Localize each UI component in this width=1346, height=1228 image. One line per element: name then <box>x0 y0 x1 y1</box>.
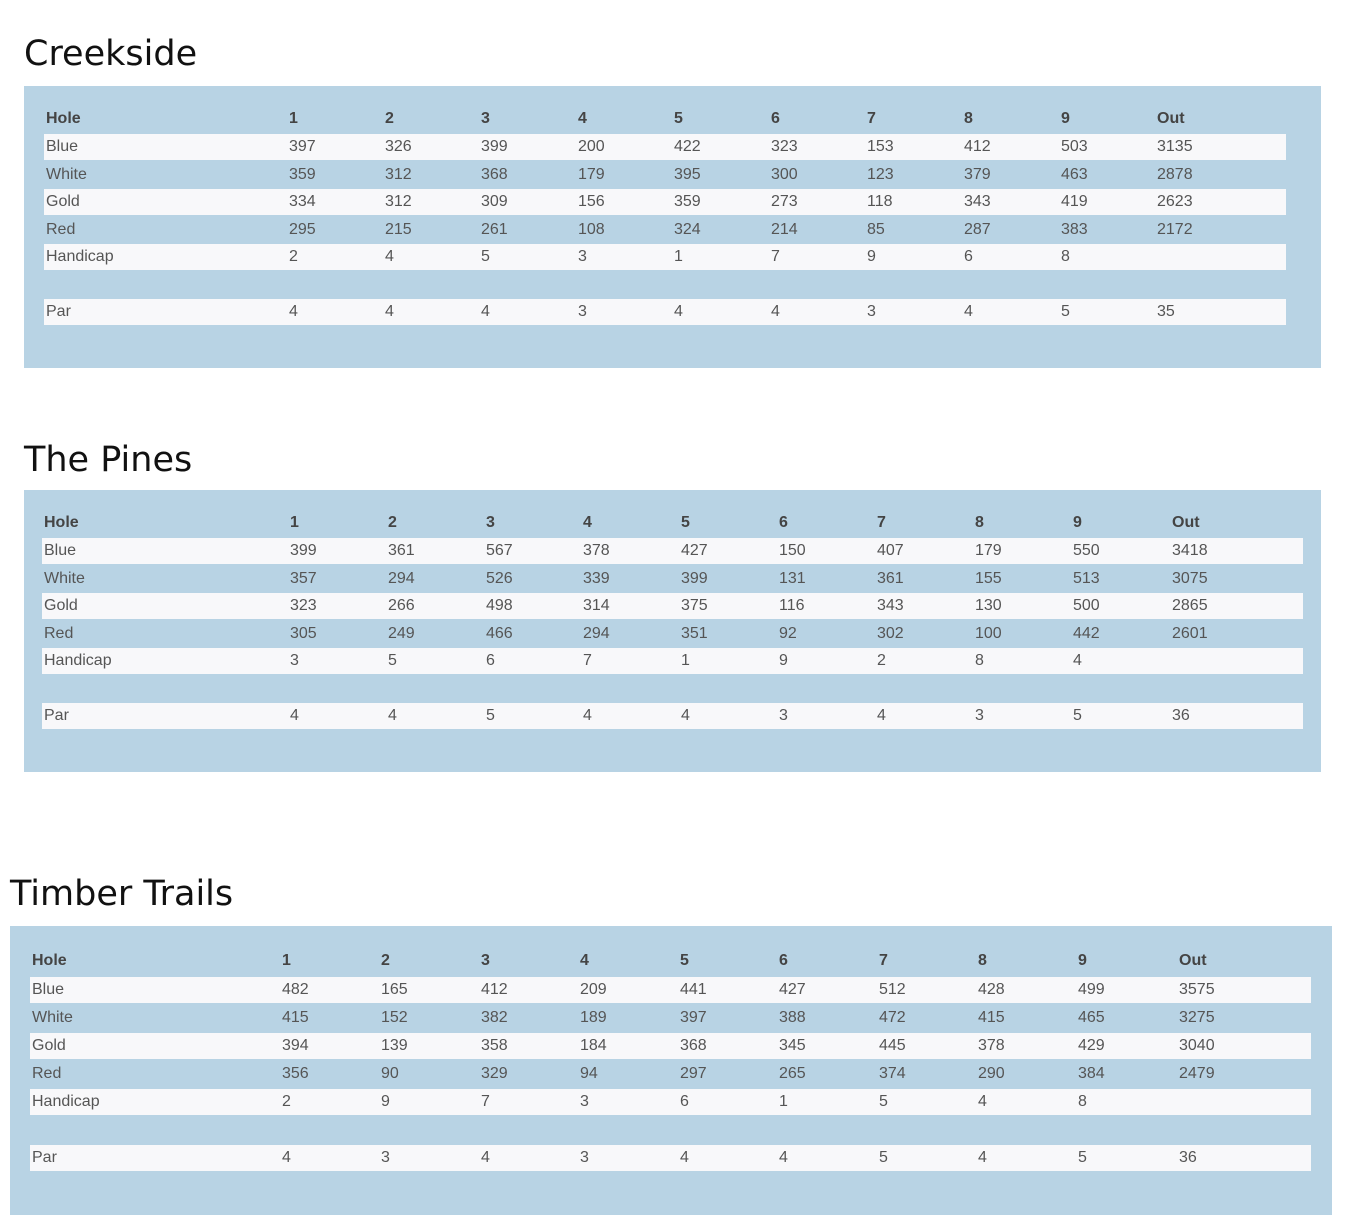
value-cell: 152 <box>381 1009 408 1026</box>
value-cell: 329 <box>481 1065 508 1082</box>
row-label: Blue <box>44 542 77 559</box>
value-cell: 150 <box>779 542 806 559</box>
value-cell: 302 <box>877 625 904 642</box>
value-cell: 209 <box>580 981 607 998</box>
hole-number: 6 <box>771 110 780 127</box>
hole-number: 7 <box>867 110 876 127</box>
par-cell: 4 <box>779 1149 788 1166</box>
value-cell: 419 <box>1061 193 1088 210</box>
value-cell: 261 <box>481 221 508 238</box>
value-cell: 314 <box>583 597 610 614</box>
value-cell: 3 <box>580 1093 589 1110</box>
header-label: Hole <box>44 514 79 531</box>
value-cell: 215 <box>385 221 412 238</box>
value-cell: 465 <box>1078 1009 1105 1026</box>
value-cell: 358 <box>481 1037 508 1054</box>
value-cell: 165 <box>381 981 408 998</box>
hole-number: 2 <box>385 110 394 127</box>
value-cell: 361 <box>388 542 415 559</box>
value-cell: 482 <box>282 981 309 998</box>
value-cell: 200 <box>578 138 605 155</box>
row-label: Handicap <box>44 652 112 669</box>
value-cell: 305 <box>290 625 317 642</box>
par-cell: 5 <box>1073 707 1082 724</box>
total-cell: 3040 <box>1179 1037 1215 1054</box>
par-cell: 4 <box>481 303 490 320</box>
tee-row-blue <box>44 134 1286 160</box>
tee-row-gold <box>44 189 1286 215</box>
value-cell: 378 <box>978 1037 1005 1054</box>
value-cell: 343 <box>964 193 991 210</box>
value-cell: 131 <box>779 570 806 587</box>
hole-number: 5 <box>680 952 689 969</box>
par-cell: 4 <box>964 303 973 320</box>
value-cell: 108 <box>578 221 605 238</box>
value-cell: 309 <box>481 193 508 210</box>
value-cell: 7 <box>583 652 592 669</box>
value-cell: 334 <box>289 193 316 210</box>
par-cell: 5 <box>486 707 495 724</box>
par-total: 35 <box>1157 303 1175 320</box>
row-label: Par <box>32 1149 57 1166</box>
value-cell: 92 <box>779 625 797 642</box>
value-cell: 9 <box>381 1093 390 1110</box>
hole-number: 7 <box>877 514 886 531</box>
hole-number: 8 <box>964 110 973 127</box>
total-cell: 2623 <box>1157 193 1193 210</box>
row-label: Par <box>46 303 71 320</box>
par-row <box>30 1145 1311 1171</box>
value-cell: 1 <box>681 652 690 669</box>
row-label: Red <box>44 625 74 642</box>
value-cell: 388 <box>779 1009 806 1026</box>
hole-number: 8 <box>975 514 984 531</box>
value-cell: 4 <box>385 248 394 265</box>
hole-number: 4 <box>580 952 589 969</box>
hole-number: 4 <box>583 514 592 531</box>
value-cell: 294 <box>583 625 610 642</box>
value-cell: 359 <box>289 166 316 183</box>
hole-number: 3 <box>486 514 495 531</box>
value-cell: 290 <box>978 1065 1005 1082</box>
value-cell: 2 <box>282 1093 291 1110</box>
total-cell: 2479 <box>1179 1065 1215 1082</box>
value-cell: 273 <box>771 193 798 210</box>
hole-number: 7 <box>879 952 888 969</box>
value-cell: 368 <box>680 1037 707 1054</box>
value-cell: 395 <box>674 166 701 183</box>
hole-number: 6 <box>779 952 788 969</box>
value-cell: 429 <box>1078 1037 1105 1054</box>
row-label: White <box>46 166 87 183</box>
value-cell: 503 <box>1061 138 1088 155</box>
value-cell: 118 <box>867 193 893 210</box>
value-cell: 513 <box>1073 570 1100 587</box>
value-cell: 324 <box>674 221 701 238</box>
hole-number: 8 <box>978 952 987 969</box>
total-cell: 3135 <box>1157 138 1193 155</box>
value-cell: 383 <box>1061 221 1088 238</box>
value-cell: 2 <box>877 652 886 669</box>
value-cell: 399 <box>681 570 708 587</box>
header-label: Hole <box>32 952 67 969</box>
value-cell: 1 <box>779 1093 788 1110</box>
value-cell: 378 <box>583 542 610 559</box>
value-cell: 249 <box>388 625 415 642</box>
value-cell: 5 <box>481 248 490 265</box>
total-cell: 3075 <box>1172 570 1208 587</box>
value-cell: 442 <box>1073 625 1100 642</box>
par-cell: 4 <box>771 303 780 320</box>
value-cell: 550 <box>1073 542 1100 559</box>
value-cell: 297 <box>680 1065 707 1082</box>
value-cell: 384 <box>1078 1065 1105 1082</box>
par-cell: 4 <box>282 1149 291 1166</box>
value-cell: 326 <box>385 138 412 155</box>
value-cell: 7 <box>481 1093 490 1110</box>
course-title: Creekside <box>24 34 198 74</box>
value-cell: 8 <box>1078 1093 1087 1110</box>
value-cell: 412 <box>481 981 508 998</box>
value-cell: 156 <box>578 193 605 210</box>
row-label: Handicap <box>46 248 114 265</box>
value-cell: 323 <box>771 138 798 155</box>
par-cell: 4 <box>481 1149 490 1166</box>
value-cell: 441 <box>680 981 707 998</box>
value-cell: 139 <box>381 1037 408 1054</box>
value-cell: 499 <box>1078 981 1105 998</box>
total-cell: 2172 <box>1157 221 1193 238</box>
value-cell: 8 <box>1061 248 1070 265</box>
value-cell: 116 <box>779 597 805 614</box>
value-cell: 184 <box>580 1037 607 1054</box>
value-cell: 214 <box>771 221 798 238</box>
value-cell: 399 <box>481 138 508 155</box>
value-cell: 526 <box>486 570 513 587</box>
value-cell: 368 <box>481 166 508 183</box>
value-cell: 9 <box>779 652 788 669</box>
par-cell: 4 <box>680 1149 689 1166</box>
value-cell: 415 <box>978 1009 1005 1026</box>
value-cell: 339 <box>583 570 610 587</box>
tee-row-red <box>30 1061 1311 1087</box>
par-cell: 4 <box>385 303 394 320</box>
total-header: Out <box>1172 514 1200 531</box>
value-cell: 3 <box>290 652 299 669</box>
par-cell: 3 <box>975 707 984 724</box>
par-row <box>44 299 1286 325</box>
row-label: Red <box>46 221 76 238</box>
row-label: Blue <box>32 981 65 998</box>
value-cell: 351 <box>681 625 708 642</box>
value-cell: 394 <box>282 1037 309 1054</box>
tee-row-gold <box>30 1033 1311 1059</box>
value-cell: 397 <box>289 138 316 155</box>
value-cell: 266 <box>388 597 415 614</box>
total-cell: 3575 <box>1179 981 1215 998</box>
value-cell: 179 <box>975 542 1002 559</box>
par-cell: 5 <box>879 1149 888 1166</box>
tee-row-white <box>30 1005 1311 1031</box>
handicap-row <box>30 1089 1311 1115</box>
row-label: White <box>32 1009 73 1026</box>
hole-number: 2 <box>381 952 390 969</box>
par-cell: 4 <box>978 1149 987 1166</box>
course-title: The Pines <box>24 440 193 480</box>
value-cell: 130 <box>975 597 1002 614</box>
hole-number: 6 <box>779 514 788 531</box>
hole-number: 9 <box>1078 952 1087 969</box>
total-cell: 2878 <box>1157 166 1193 183</box>
value-cell: 1 <box>674 248 683 265</box>
value-cell: 155 <box>975 570 1002 587</box>
par-cell: 3 <box>779 707 788 724</box>
value-cell: 374 <box>879 1065 906 1082</box>
scorecard-the-pines <box>24 490 1321 772</box>
value-cell: 7 <box>771 248 780 265</box>
value-cell: 5 <box>879 1093 888 1110</box>
hole-number: 4 <box>578 110 587 127</box>
value-cell: 427 <box>681 542 708 559</box>
value-cell: 345 <box>779 1037 806 1054</box>
value-cell: 415 <box>282 1009 309 1026</box>
value-cell: 500 <box>1073 597 1100 614</box>
value-cell: 4 <box>1073 652 1082 669</box>
par-cell: 3 <box>867 303 876 320</box>
value-cell: 189 <box>580 1009 607 1026</box>
hole-number: 9 <box>1061 110 1070 127</box>
par-cell: 4 <box>583 707 592 724</box>
par-cell: 5 <box>1061 303 1070 320</box>
header-label: Hole <box>46 110 81 127</box>
value-cell: 179 <box>578 166 605 183</box>
value-cell: 294 <box>388 570 415 587</box>
par-total: 36 <box>1179 1149 1197 1166</box>
tee-row-white <box>42 566 1303 592</box>
scorecard-creekside <box>24 86 1321 368</box>
header-row <box>30 948 1311 974</box>
value-cell: 100 <box>975 625 1002 642</box>
row-label: Handicap <box>32 1093 100 1110</box>
value-cell: 375 <box>681 597 708 614</box>
par-cell: 5 <box>1078 1149 1087 1166</box>
value-cell: 356 <box>282 1065 309 1082</box>
value-cell: 498 <box>486 597 513 614</box>
tee-row-red <box>42 621 1303 647</box>
course-title: Timber Trails <box>10 874 234 914</box>
value-cell: 6 <box>680 1093 689 1110</box>
value-cell: 4 <box>978 1093 987 1110</box>
value-cell: 2 <box>289 248 298 265</box>
tee-row-blue <box>42 538 1303 564</box>
tee-row-gold <box>42 593 1303 619</box>
value-cell: 422 <box>674 138 701 155</box>
value-cell: 397 <box>680 1009 707 1026</box>
value-cell: 379 <box>964 166 991 183</box>
total-cell: 3275 <box>1179 1009 1215 1026</box>
value-cell: 5 <box>388 652 397 669</box>
value-cell: 567 <box>486 542 513 559</box>
tee-row-red <box>44 217 1286 243</box>
par-cell: 4 <box>681 707 690 724</box>
value-cell: 361 <box>877 570 904 587</box>
value-cell: 90 <box>381 1065 399 1082</box>
hole-number: 2 <box>388 514 397 531</box>
par-cell: 4 <box>388 707 397 724</box>
value-cell: 287 <box>964 221 991 238</box>
par-cell: 3 <box>580 1149 589 1166</box>
tee-row-white <box>44 162 1286 188</box>
total-cell: 3418 <box>1172 542 1208 559</box>
hole-number: 3 <box>481 952 490 969</box>
value-cell: 323 <box>290 597 317 614</box>
value-cell: 123 <box>867 166 894 183</box>
value-cell: 9 <box>867 248 876 265</box>
par-total: 36 <box>1172 707 1190 724</box>
value-cell: 412 <box>964 138 991 155</box>
hole-number: 3 <box>481 110 490 127</box>
par-cell: 4 <box>290 707 299 724</box>
row-label: Blue <box>46 138 79 155</box>
row-label: White <box>44 570 85 587</box>
total-header: Out <box>1157 110 1185 127</box>
hole-number: 1 <box>289 110 298 127</box>
total-cell: 2601 <box>1172 625 1208 642</box>
hole-number: 5 <box>681 514 690 531</box>
value-cell: 466 <box>486 625 513 642</box>
row-label: Gold <box>32 1037 66 1054</box>
value-cell: 382 <box>481 1009 508 1026</box>
handicap-row <box>42 648 1303 674</box>
value-cell: 472 <box>879 1009 906 1026</box>
value-cell: 265 <box>779 1065 806 1082</box>
value-cell: 94 <box>580 1065 598 1082</box>
value-cell: 6 <box>486 652 495 669</box>
hole-number: 1 <box>282 952 291 969</box>
value-cell: 85 <box>867 221 885 238</box>
tee-row-blue <box>30 977 1311 1003</box>
value-cell: 407 <box>877 542 904 559</box>
value-cell: 428 <box>978 981 1005 998</box>
value-cell: 399 <box>290 542 317 559</box>
total-cell: 2865 <box>1172 597 1208 614</box>
row-label: Red <box>32 1065 62 1082</box>
par-cell: 4 <box>289 303 298 320</box>
value-cell: 343 <box>877 597 904 614</box>
par-cell: 3 <box>578 303 587 320</box>
value-cell: 359 <box>674 193 701 210</box>
par-row <box>42 703 1303 729</box>
par-cell: 4 <box>674 303 683 320</box>
header-row <box>44 106 1286 132</box>
value-cell: 153 <box>867 138 894 155</box>
value-cell: 357 <box>290 570 317 587</box>
value-cell: 3 <box>578 248 587 265</box>
row-label: Par <box>44 707 69 724</box>
value-cell: 427 <box>779 981 806 998</box>
par-cell: 3 <box>381 1149 390 1166</box>
hole-number: 1 <box>290 514 299 531</box>
handicap-row <box>44 244 1286 270</box>
value-cell: 6 <box>964 248 973 265</box>
value-cell: 312 <box>385 193 412 210</box>
value-cell: 295 <box>289 221 316 238</box>
value-cell: 300 <box>771 166 798 183</box>
hole-number: 9 <box>1073 514 1082 531</box>
row-label: Gold <box>46 193 80 210</box>
value-cell: 445 <box>879 1037 906 1054</box>
total-header: Out <box>1179 952 1207 969</box>
header-row <box>42 510 1303 536</box>
value-cell: 312 <box>385 166 412 183</box>
hole-number: 5 <box>674 110 683 127</box>
row-label: Gold <box>44 597 78 614</box>
par-cell: 4 <box>877 707 886 724</box>
value-cell: 512 <box>879 981 906 998</box>
scorecard-timber-trails <box>10 926 1332 1215</box>
value-cell: 8 <box>975 652 984 669</box>
value-cell: 463 <box>1061 166 1088 183</box>
